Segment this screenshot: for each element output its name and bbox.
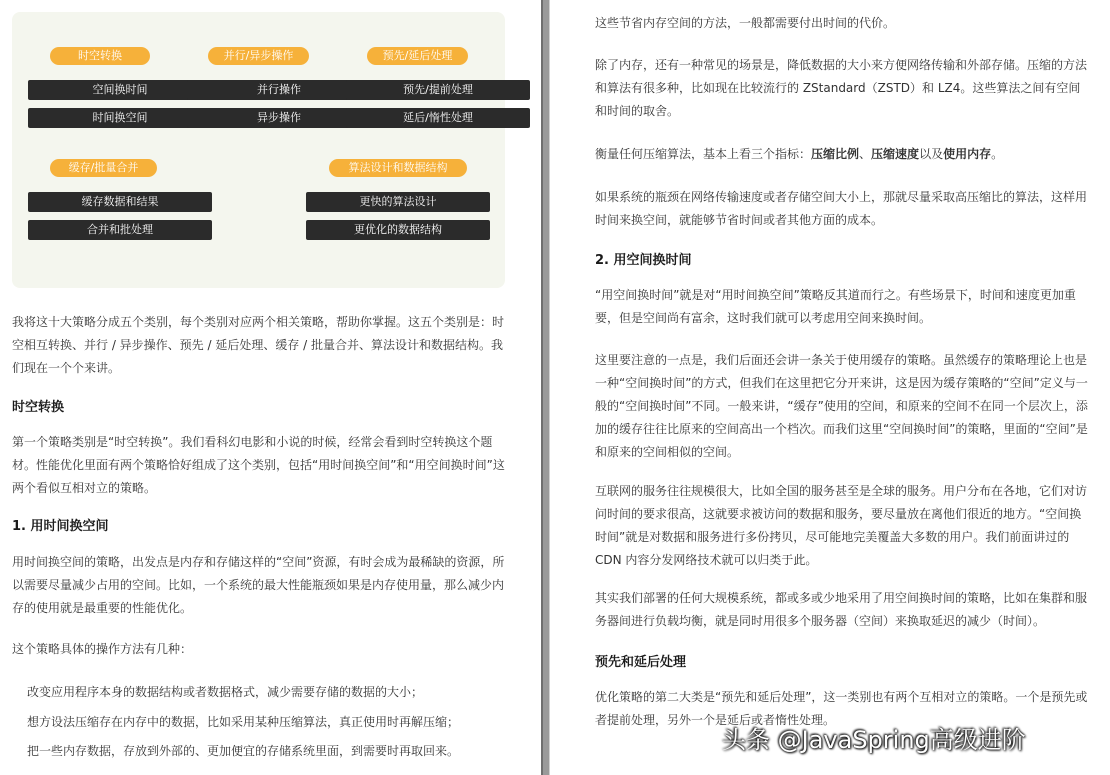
paragraph: 用时间换空间的策略，出发点是内存和存储这样的“空间”资源，有时会成为最稀缺的资源，所以需要尽量减少占用的空间。比如，一个系统的最大性能瓶颈如果是内存使用量，那么减少内存的使用就是最重要的性能优化。 <box>12 555 505 615</box>
strategy-box: 异步操作 <box>187 108 371 128</box>
paragraph: 互联网的服务往往规模很大，比如全国的服务甚至是全球的服务。用户分布在各地，它们对访问时间的要求很高，这就要求被访问的数据和服务，要尽量放在离他们很近的地方。“空间换时间”就是对数据和服务进行多份拷贝，尽可能地完美覆盖大多数的用户。我们前面讲过的 CDN 内容分发网络技术就可以归类于此。 <box>595 484 1088 567</box>
section-heading: 1. 用时间换空间 <box>12 519 109 534</box>
metrics-text: 衡量任何压缩算法，基本上看三个指标： <box>595 147 812 161</box>
category-pill-suanfa: 算法设计和数据结构 <box>329 159 467 177</box>
list-item: 想方设法压缩存在内存中的数据，比如采用某种压缩算法，真正使用时再解压缩； <box>27 715 460 729</box>
strategy-box: 更快的算法设计 <box>306 192 490 212</box>
paragraph: 第一个策略类别是“时空转换”。我们看科幻电影和小说的时候，经常会看到时空转换这个题材。性能优化里面有两个策略恰好组成了这个类别，包括“用时间换空间”和“用空间换时间”这两个看似互相对立的策略。 <box>12 435 505 495</box>
separator: 以及 <box>919 147 944 161</box>
strategy-box: 更优化的数据结构 <box>306 220 490 240</box>
separator: 。 <box>991 147 1004 161</box>
metric-ratio: 压缩比例 <box>811 147 860 161</box>
metric-speed: 压缩速度 <box>871 147 920 161</box>
paragraph: “用空间换时间”就是对“用时间换空间”策略反其道而行之。有些场景下，时间和速度更加重要，但是空间尚有富余，这时我们就可以考虑用空间来换时间。 <box>595 288 1076 325</box>
metrics-paragraph <box>595 143 1090 166</box>
paragraph: 如果系统的瓶颈在网络传输速度或者存储空间大小上，那就尽量采取高压缩比的算法，这样用时间来换空间，就能够节省时间或者其他方面的成本。 <box>595 190 1088 227</box>
left-page <box>0 0 541 775</box>
strategy-box: 延后/惰性处理 <box>346 108 530 128</box>
section-heading: 预先和延后处理 <box>595 655 687 670</box>
strategy-box: 预先/提前处理 <box>346 80 530 100</box>
category-pill-shikong: 时空转换 <box>50 47 150 65</box>
list-item: 把一些内存数据，存放到外部的、更加便宜的存储系统里面，到需要时再取回来。 <box>27 744 460 758</box>
strategy-box: 并行操作 <box>187 80 371 100</box>
strategy-box: 合并和批处理 <box>28 220 212 240</box>
metric-memory: 使用内存 <box>943 147 992 161</box>
strategy-diagram <box>12 12 505 288</box>
paragraph: 其实我们部署的任何大规模系统，都或多或少地采用了用空间换时间的策略，比如在集群和服务器间进行负载均衡，就是同时用很多个服务器（空间）来换取延迟的减少（时间）。 <box>595 591 1088 628</box>
paragraph: 这些节省内存空间的方法，一般都需要付出时间的代价。 <box>595 16 896 30</box>
paragraph: 优化策略的第二大类是“预先和延后处理”，这一类别也有两个互相对立的策略。一个是预先或者提前处理，另外一个是延后或者惰性处理。 <box>595 690 1088 727</box>
separator: 、 <box>859 147 872 161</box>
page-divider <box>541 0 550 775</box>
section-heading: 时空转换 <box>12 400 65 415</box>
strategy-box: 缓存数据和结果 <box>28 192 212 212</box>
paragraph: 这里要注意的一点是，我们后面还会讲一条关于使用缓存的策略。虽然缓存的策略理论上也是一种“空间换时间”的方式，但我们在这里把它分开来讲，这是因为缓存策略的“空间”定义与一般的“空间换时间”不同。一般来讲，“缓存”使用的空间，和原来的空间不在同一个层次上，添加的缓存往往比原来的空间高出一个档次。而我们这里“空间换时间”的策略，里面的“空间”是和原来的空间相似的空间。 <box>595 353 1088 459</box>
paragraph: 这个策略具体的操作方法有几种： <box>12 642 193 656</box>
category-pill-huancun: 缓存/批量合并 <box>50 159 157 177</box>
list-item: 改变应用程序本身的数据结构或者数据格式，减少需要存储的数据的大小； <box>27 685 424 699</box>
right-page <box>550 0 1110 775</box>
strategy-box: 时间换空间 <box>28 108 212 128</box>
category-pill-yuxian: 预先/延后处理 <box>367 47 468 65</box>
section-heading: 2. 用空间换时间 <box>595 253 692 268</box>
paragraph: 除了内存，还有一种常见的场景是，降低数据的大小来方便网络传输和外部存储。压缩的方法和算法有很多种，比如现在比较流行的 ZStandard（ZSTD）和 LZ4。这些算法之间有空间和时间的取舍。 <box>595 58 1088 118</box>
watermark: 头条 @JavaSpring高级进阶 <box>722 726 1026 754</box>
category-pill-bingxing: 并行/异步操作 <box>208 47 309 65</box>
intro-paragraph: 我将这十大策略分成五个类别，每个类别对应两个相关策略，帮助你掌握。这五个类别是：时空相互转换、并行 / 异步操作、预先 / 延后处理、缓存 / 批量合并、算法设计和数据结构。我们现在一个个来讲。 <box>12 315 505 375</box>
strategy-box: 空间换时间 <box>28 80 212 100</box>
